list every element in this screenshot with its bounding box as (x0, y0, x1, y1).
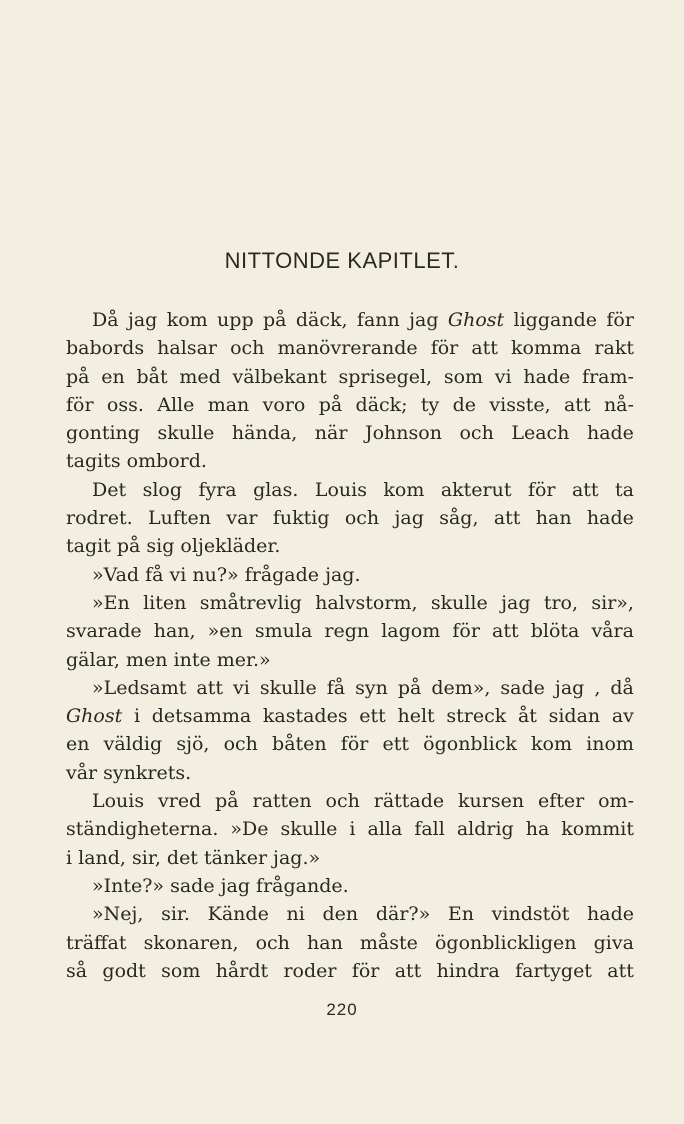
text-line: en väldig sjö, och båten för ett ögonblick kom inom (66, 733, 634, 756)
text-line: rodret. Luften var fuktig och jag såg, att han hade (66, 507, 634, 530)
text-line: »Vad få vi nu?» frågade jag. (92, 563, 361, 586)
text-line: Då jag kom upp på däck, fann jag Ghost liggande för (92, 309, 634, 331)
text-line: för oss. Alle man voro på däck; ty de visste, att nå- (66, 393, 634, 416)
text-line: Louis vred på ratten och rättade kursen efter om- (92, 790, 634, 813)
text-line: »Inte?» sade jag frågande. (92, 874, 349, 897)
body-text (66, 306, 634, 985)
page-number: 220 (326, 1000, 358, 1019)
text-line: vår synkrets. (66, 761, 192, 784)
text-line: svarade han, »en smula regn lagom för att blöta våra (66, 620, 634, 643)
text-line: »En liten småtrevlig halvstorm, skulle jag tro, sir», (92, 591, 634, 614)
chapter-title: NITTONDE KAPITLET. (224, 248, 460, 273)
text-line: i land, sir, det tänker jag.» (66, 846, 321, 869)
text-line: »Ledsamt att vi skulle få syn på dem», sade jag , då (92, 676, 634, 699)
text-line: gonting skulle hända, när Johnson och Leach hade (66, 422, 634, 445)
text-line: på en båt med välbekant sprisegel, som vi hade fram- (66, 365, 634, 388)
text-line: gälar, men inte mer.» (66, 648, 271, 671)
text-line: Det slog fyra glas. Louis kom akterut för att ta (92, 478, 634, 501)
text-line: så godt som hårdt roder för att hindra fartyget att (66, 959, 634, 982)
text-line: träffat skonaren, och han måste ögonblickligen giva (66, 931, 634, 954)
text-line: babords halsar och manövrerande för att komma rakt (66, 337, 634, 360)
text-line: tagits ombord. (66, 450, 207, 473)
text-line: tagit på sig oljekläder. (66, 535, 281, 558)
text-line: Ghost i detsamma kastades ett helt streck åt sidan av (66, 705, 634, 728)
text-line: ständigheterna. »De skulle i alla fall aldrig ha kommit (66, 818, 634, 841)
text-line: »Nej, sir. Kände ni den där?» En vindstöt hade (92, 903, 634, 926)
